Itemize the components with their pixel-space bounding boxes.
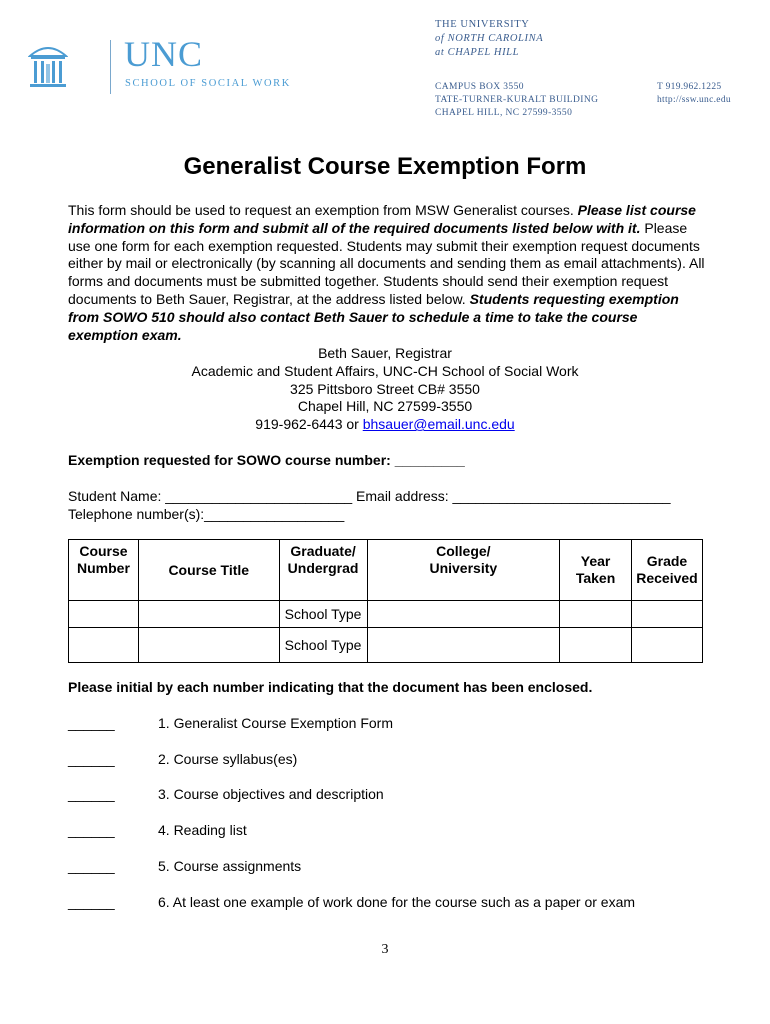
course-title-cell[interactable]	[138, 628, 279, 663]
table-row	[69, 628, 703, 663]
university-line-1: THE UNIVERSITY	[435, 19, 530, 30]
initial-blank[interactable]: ______	[68, 786, 115, 802]
registrar-contact	[0, 416, 770, 434]
address-line-3: CHAPEL HILL, NC 27599-3550	[435, 108, 573, 118]
intro-paragraph	[68, 202, 708, 344]
registrar-city: Chapel Hill, NC 27599-3550	[297, 398, 473, 415]
checklist-label: 5. Course assignments	[158, 858, 302, 874]
letterhead-website[interactable]: http://ssw.unc.edu	[657, 95, 731, 105]
initial-blank[interactable]: ______	[68, 822, 115, 838]
grade-received-cell[interactable]	[631, 628, 702, 663]
course-title-cell[interactable]	[138, 601, 279, 628]
header-year-taken: Year Taken	[560, 540, 632, 601]
checklist-item	[68, 786, 384, 802]
initial-instructions: Please initial by each number indicating that the document has been enclosed.	[68, 679, 593, 695]
course-info-table	[68, 539, 703, 663]
address-line-1: CAMPUS BOX 3550	[435, 82, 524, 92]
registrar-office: Academic and Student Affairs, UNC-CH School of Social Work	[191, 362, 579, 379]
grade-received-cell[interactable]	[631, 601, 702, 628]
page-title: Generalist Course Exemption Form	[183, 153, 587, 180]
initial-blank[interactable]: ______	[68, 715, 115, 731]
registrar-email-link[interactable]: bhsauer@email.unc.edu	[362, 416, 515, 433]
initial-blank[interactable]: ______	[68, 894, 115, 910]
checklist-label: 4. Reading list	[158, 822, 247, 838]
page-number: 3	[381, 942, 389, 957]
year-taken-cell[interactable]	[560, 628, 632, 663]
old-well-icon	[28, 42, 68, 90]
header-grade-received: Grade Received	[631, 540, 702, 601]
course-number-cell[interactable]	[69, 601, 139, 628]
header-course-number: Course Number	[69, 540, 139, 601]
letterhead-contact	[657, 81, 731, 107]
checklist-label: 2. Course syllabus(es)	[158, 751, 298, 767]
school-type-cell[interactable]: School Type	[279, 628, 367, 663]
university-name	[435, 18, 543, 60]
checklist-item	[68, 858, 301, 874]
student-name-email-fields[interactable]: Student Name: ________________________ Email address: ____________________________	[68, 488, 671, 504]
table-row	[69, 601, 703, 628]
letterhead-address	[435, 81, 598, 120]
header-college-university: College/ University	[367, 540, 560, 601]
header-graduate-undergrad: Graduate/ Undergrad	[279, 540, 367, 601]
checklist-label: 1. Generalist Course Exemption Form	[158, 715, 393, 731]
school-type-cell[interactable]: School Type	[279, 601, 367, 628]
registrar-phone: 919-962-6443 or	[255, 416, 363, 433]
checklist-item	[68, 715, 393, 731]
initial-blank[interactable]: ______	[68, 751, 115, 767]
intro-text-2: Please use one form for each exemption requested. Students may submit their exemption request documents either by mail or electronically (by scanning all documents and sending them as email attachments). All forms and documents must be submitted together. Students should send their exemption request documents to Beth Sauer, Registrar, at the address listed below.	[68, 219, 705, 307]
checklist-label: 3. Course objectives and description	[158, 786, 384, 802]
intro-text-1: This form should be used to request an exemption from MSW Generalist courses.	[68, 202, 578, 218]
registrar-name: Beth Sauer, Registrar	[318, 345, 452, 361]
year-taken-cell[interactable]	[560, 601, 632, 628]
registrar-address	[0, 345, 770, 434]
course-number-cell[interactable]	[69, 628, 139, 663]
checklist-item	[68, 894, 635, 910]
checklist-label: 6. At least one example of work done for the course such as a paper or exam	[158, 894, 636, 910]
telephone-field[interactable]: Telephone number(s):__________________	[68, 506, 345, 522]
course-number-field[interactable]: Exemption requested for SOWO course number: _________	[68, 452, 465, 468]
logo-unc-text: UNC	[124, 34, 204, 74]
registrar-street: 325 Pittsboro Street CB# 3550	[290, 380, 480, 397]
university-line-2: of NORTH CAROLINA	[435, 33, 544, 44]
university-line-3: at CHAPEL HILL	[435, 47, 520, 58]
checklist-item	[68, 751, 297, 767]
college-university-cell[interactable]	[367, 628, 560, 663]
header-course-title: Course Title	[138, 540, 279, 601]
letterhead-phone: T 919.962.1225	[657, 82, 722, 92]
intro-emphasis-2: Students requesting exemption from SOWO 510 should also contact Beth Sauer to schedule a time to take the course exemption exam.	[68, 290, 679, 343]
college-university-cell[interactable]	[367, 601, 560, 628]
table-header-row	[69, 540, 703, 601]
logo-school-text: SCHOOL OF SOCIAL WORK	[125, 78, 291, 89]
address-line-2: TATE-TURNER-KURALT BUILDING	[435, 95, 599, 105]
initial-blank[interactable]: ______	[68, 858, 115, 874]
checklist-item	[68, 822, 247, 838]
logo-divider	[110, 40, 111, 94]
intro-emphasis-1: Please list course information on this form and submit all of the required documents listed below with it.	[68, 202, 696, 236]
